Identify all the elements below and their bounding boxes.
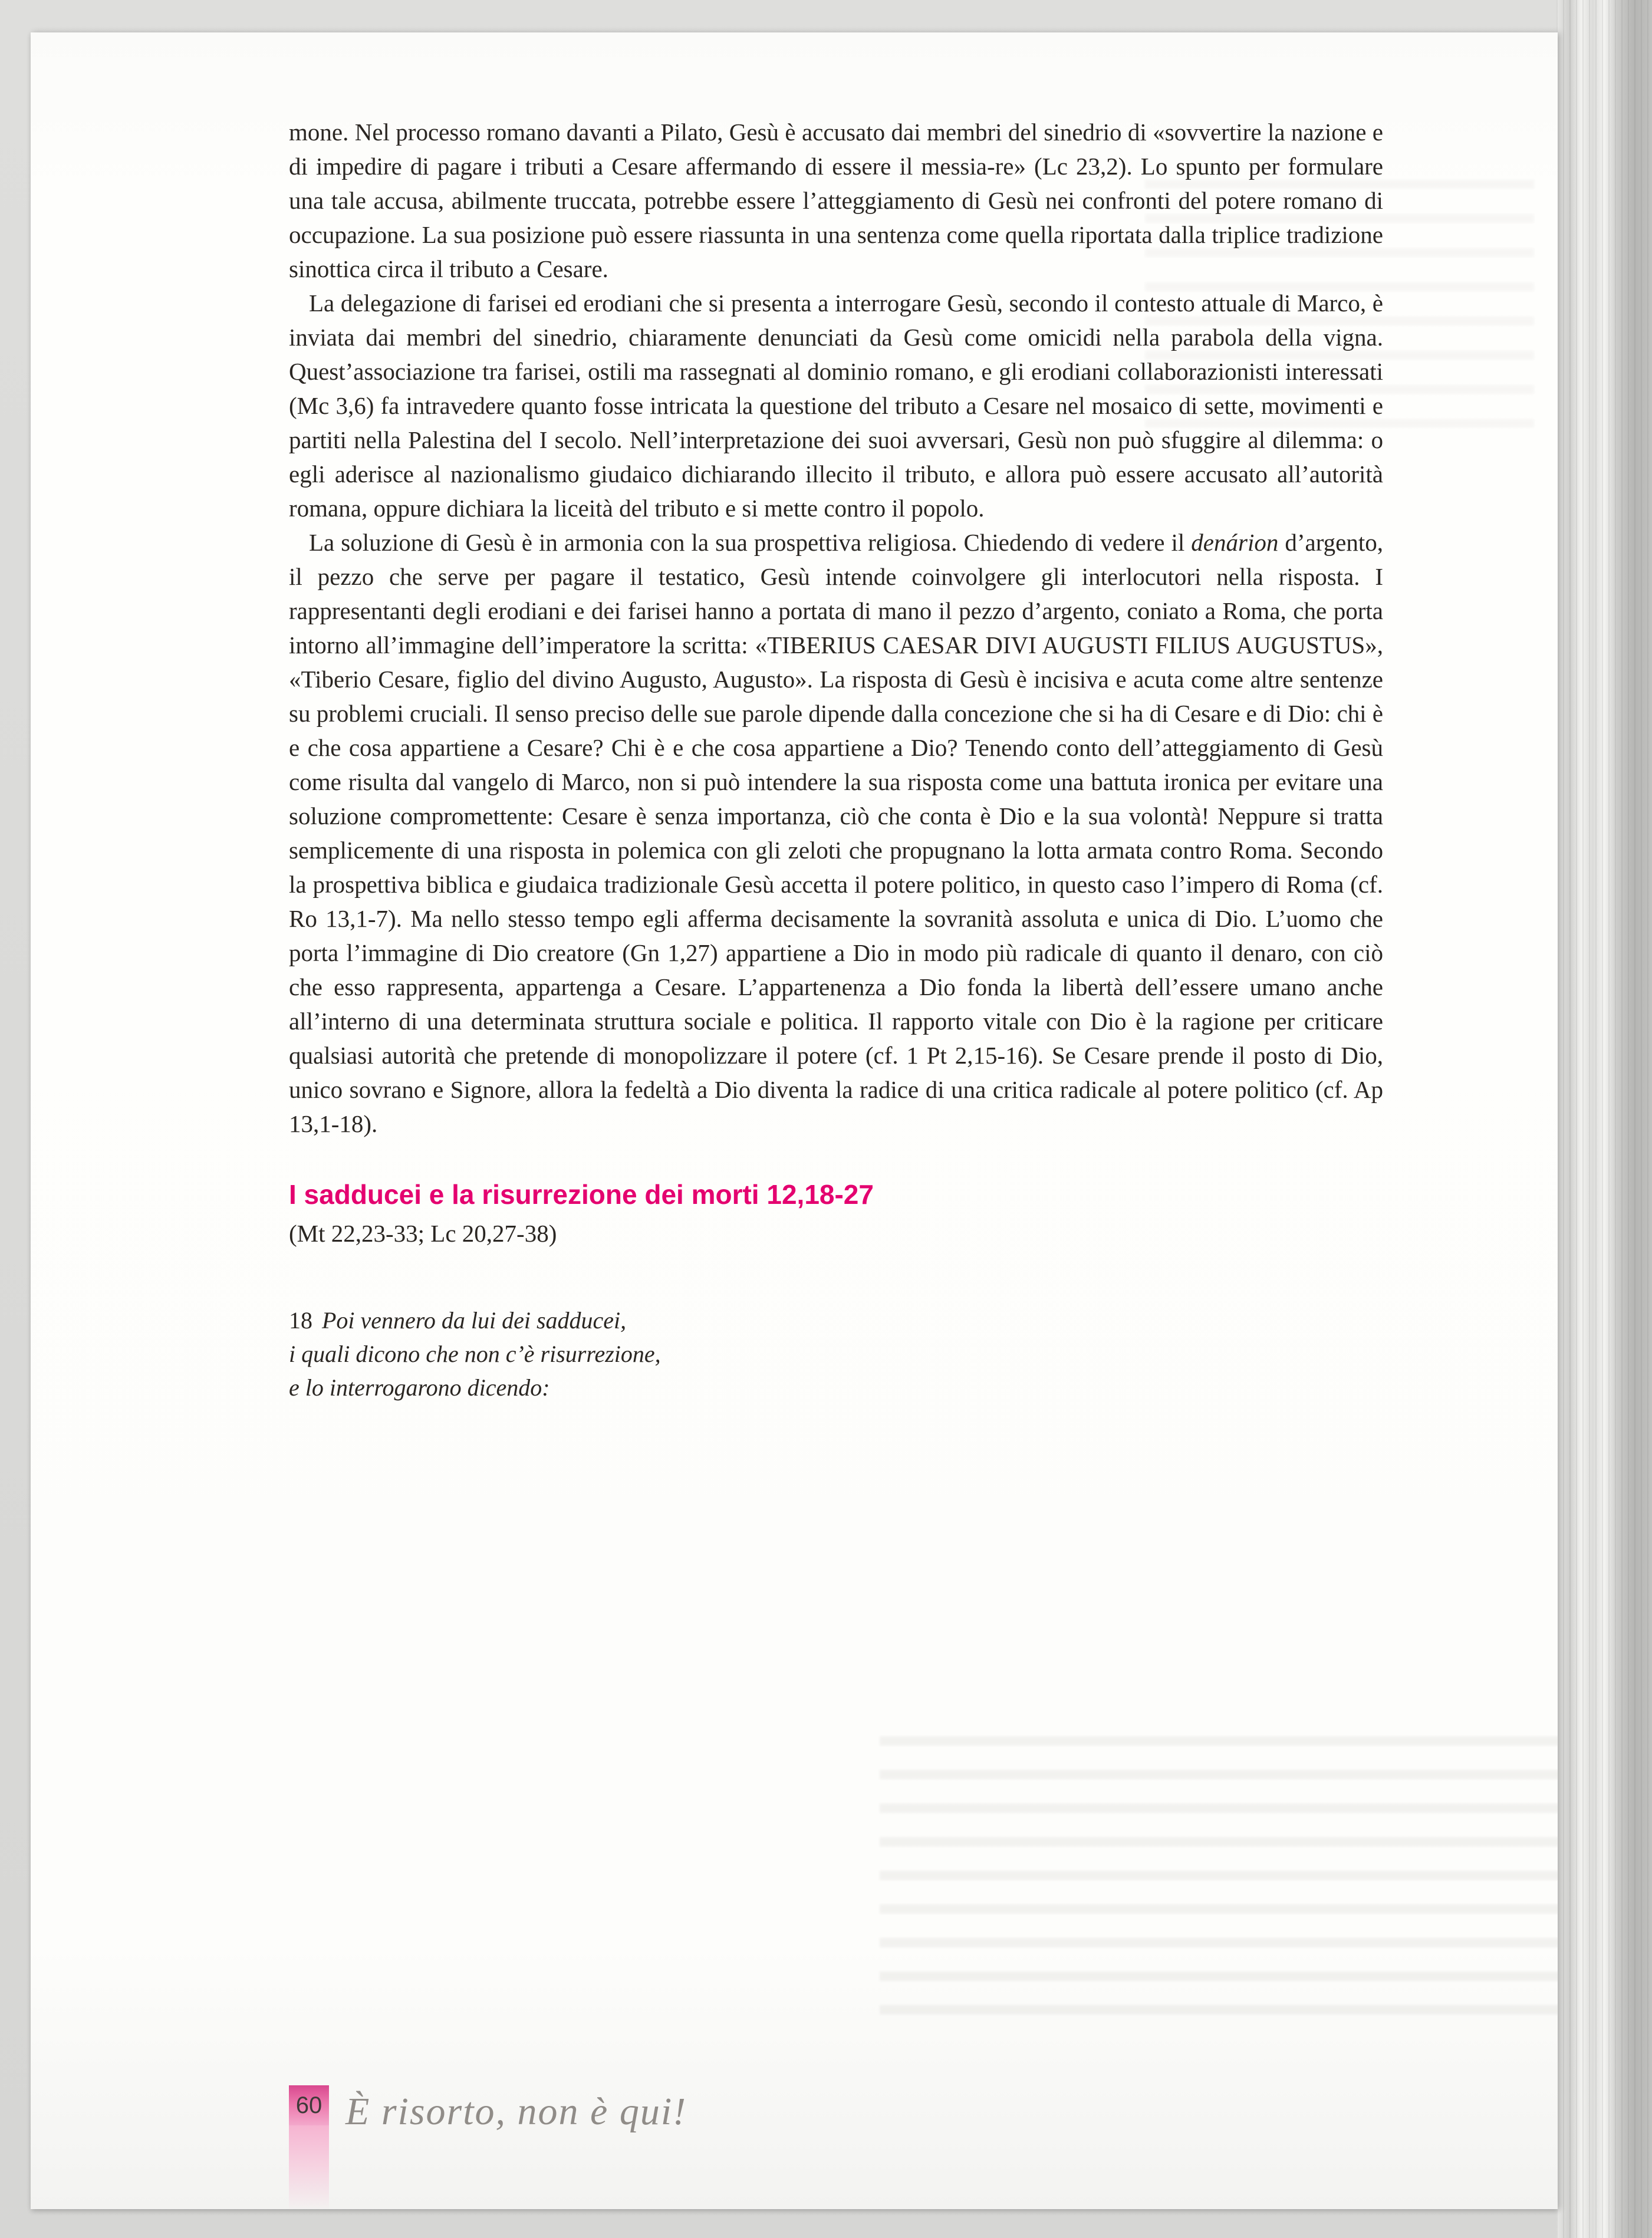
paragraph-text-segment: La soluzione di Gesù è in armonia con la sua prospettiva religiosa. Chiedendo di vedere il bbox=[309, 529, 1192, 556]
paragraph-text-segment: d’argento, il pezzo che serve per pagare il testatico, Gesù intende coinvolgere gli interlocutori nella risposta. I rappresentanti degli erodiani e dei farisei hanno a portata di mano il pezzo d’argento, coniato a Roma, che porta intorno all’immagine dell’imperatore la scritta: «TIBERIUS CAESAR DIVI AUGUSTI FILIUS AUGUSTUS», «Tiberio Cesare, figlio del divino Augusto, Augusto». La risposta di Gesù è incisiva e acuta come altre sentenze su problemi cruciali. Il senso preciso delle sue parole dipende dalla concezione che si ha di Cesare e di Dio: chi è e che cosa appartiene a Cesare? Chi è e che cosa appartiene a Dio? Tenendo conto dell’atteggiamento di Gesù come risulta dal vangelo di Marco, non si può intendere la sua risposta come una battuta ironica per evitare una soluzione compromettente: Cesare è senza importanza, ciò che conta è Dio e la sua volontà! Neppure si tratta semplicemente di una risposta in polemica con gli zeloti che propugnano la lotta armata contro Roma. Secondo la prospettiva biblica e giudaica tradizionale Gesù accetta il potere politico, in questo caso l’impero di Roma (cf. Ro 13,1-7). Ma nello stesso tempo egli afferma decisamente la sovranità assoluta e unica di Dio. L’uomo che porta l’immagine di Dio creatore (Gn 1,27) appartiene a Dio in modo più radicale di quanto il denaro, con ciò che esso rappresenta, appartenga a Cesare. L’appartenenza a Dio fonda la libertà dell’essere umano anche all’interno di una determinata struttura sociale e politica. Il rapporto vitale con Dio è la ragione per criticare qualsiasi autorità che pretende di monopolizzare il potere (cf. 1 Pt 2,15-16). Se Cesare prende il posto di Dio, unico sovrano e Signore, allora la fedeltà a Dio diventa la radice di una critica radicale al potere politico (cf. Ap 13,1-18). bbox=[289, 529, 1383, 1137]
body-text bbox=[289, 115, 1383, 1404]
verse-line bbox=[289, 1371, 1383, 1404]
paragraph-delegation: La delegazione di farisei ed erodiani che si presenta a interrogare Gesù, secondo il contesto attuale di Marco, è inviata dai membri del sinedrio, chiaramente denunciati da Gesù come omicidi nella parabola della vigna. Quest’associazione tra farisei, ostili ma rassegnati al dominio romano, e gli erodiani collaborazionisti interessati (Mc 3,6) fa intravedere quanto fosse intricata la questione del tributo a Cesare nel mosaico di sette, movimenti e partiti nella Palestina del I secolo. Nell’interpretazione dei suoi avversari, Gesù non può sfuggire al dilemma: o egli aderisce al nazionalismo giudaico dichiarando illecito il tributo, e allora può essere accusato all’autorità romana, oppure dichiara la liceità del tributo e si mette contro il popolo. bbox=[289, 289, 1383, 522]
page-footer bbox=[289, 2085, 687, 2131]
page-number: 60 bbox=[295, 2092, 322, 2118]
book-page bbox=[31, 32, 1558, 2209]
parallel-references: (Mt 22,23-33; Lc 20,27-38) bbox=[289, 1220, 557, 1248]
verse-number: 18 bbox=[289, 1307, 312, 1334]
verse-line bbox=[289, 1304, 1383, 1337]
running-title: È risorto, non è qui! bbox=[345, 2090, 687, 2133]
book-page-edges bbox=[1556, 0, 1652, 2238]
bleedthrough-ghosting-bottom bbox=[880, 1736, 1558, 2037]
decorative-pink-gradient bbox=[289, 2125, 329, 2209]
verse-text: i quali dicono che non c’è risurrezione, bbox=[289, 1341, 661, 1368]
paragraph-solution bbox=[289, 525, 1383, 1141]
section-heading: I sadducei e la risurrezione dei morti 12,18-27 bbox=[289, 1179, 874, 1210]
verse-line bbox=[289, 1337, 1383, 1371]
term-denarion: denárion bbox=[1191, 529, 1279, 556]
verse-text: Poi vennero da lui dei sadducei, bbox=[322, 1307, 627, 1334]
paragraph-tribute-continuation: mone. Nel processo romano davanti a Pilato, Gesù è accusato dai membri del sinedrio di «sovvertire la nazione e di impedire di pagare i tributi a Cesare affermando di essere il messia-re» (Lc 23,2). Lo spunto per formulare una tale accusa, abilmente truccata, potrebbe essere l’atteggiamento di Gesù nei confronti del potere romano di occupazione. La sua posizione può essere riassunta in una sentenza come quella riportata dalla triplice tradizione sinottica circa il tributo a Cesare. bbox=[289, 119, 1383, 282]
verse-text: e lo interrogarono dicendo: bbox=[289, 1374, 550, 1401]
verse-quote bbox=[289, 1304, 1383, 1404]
page-number-badge bbox=[289, 2085, 329, 2125]
